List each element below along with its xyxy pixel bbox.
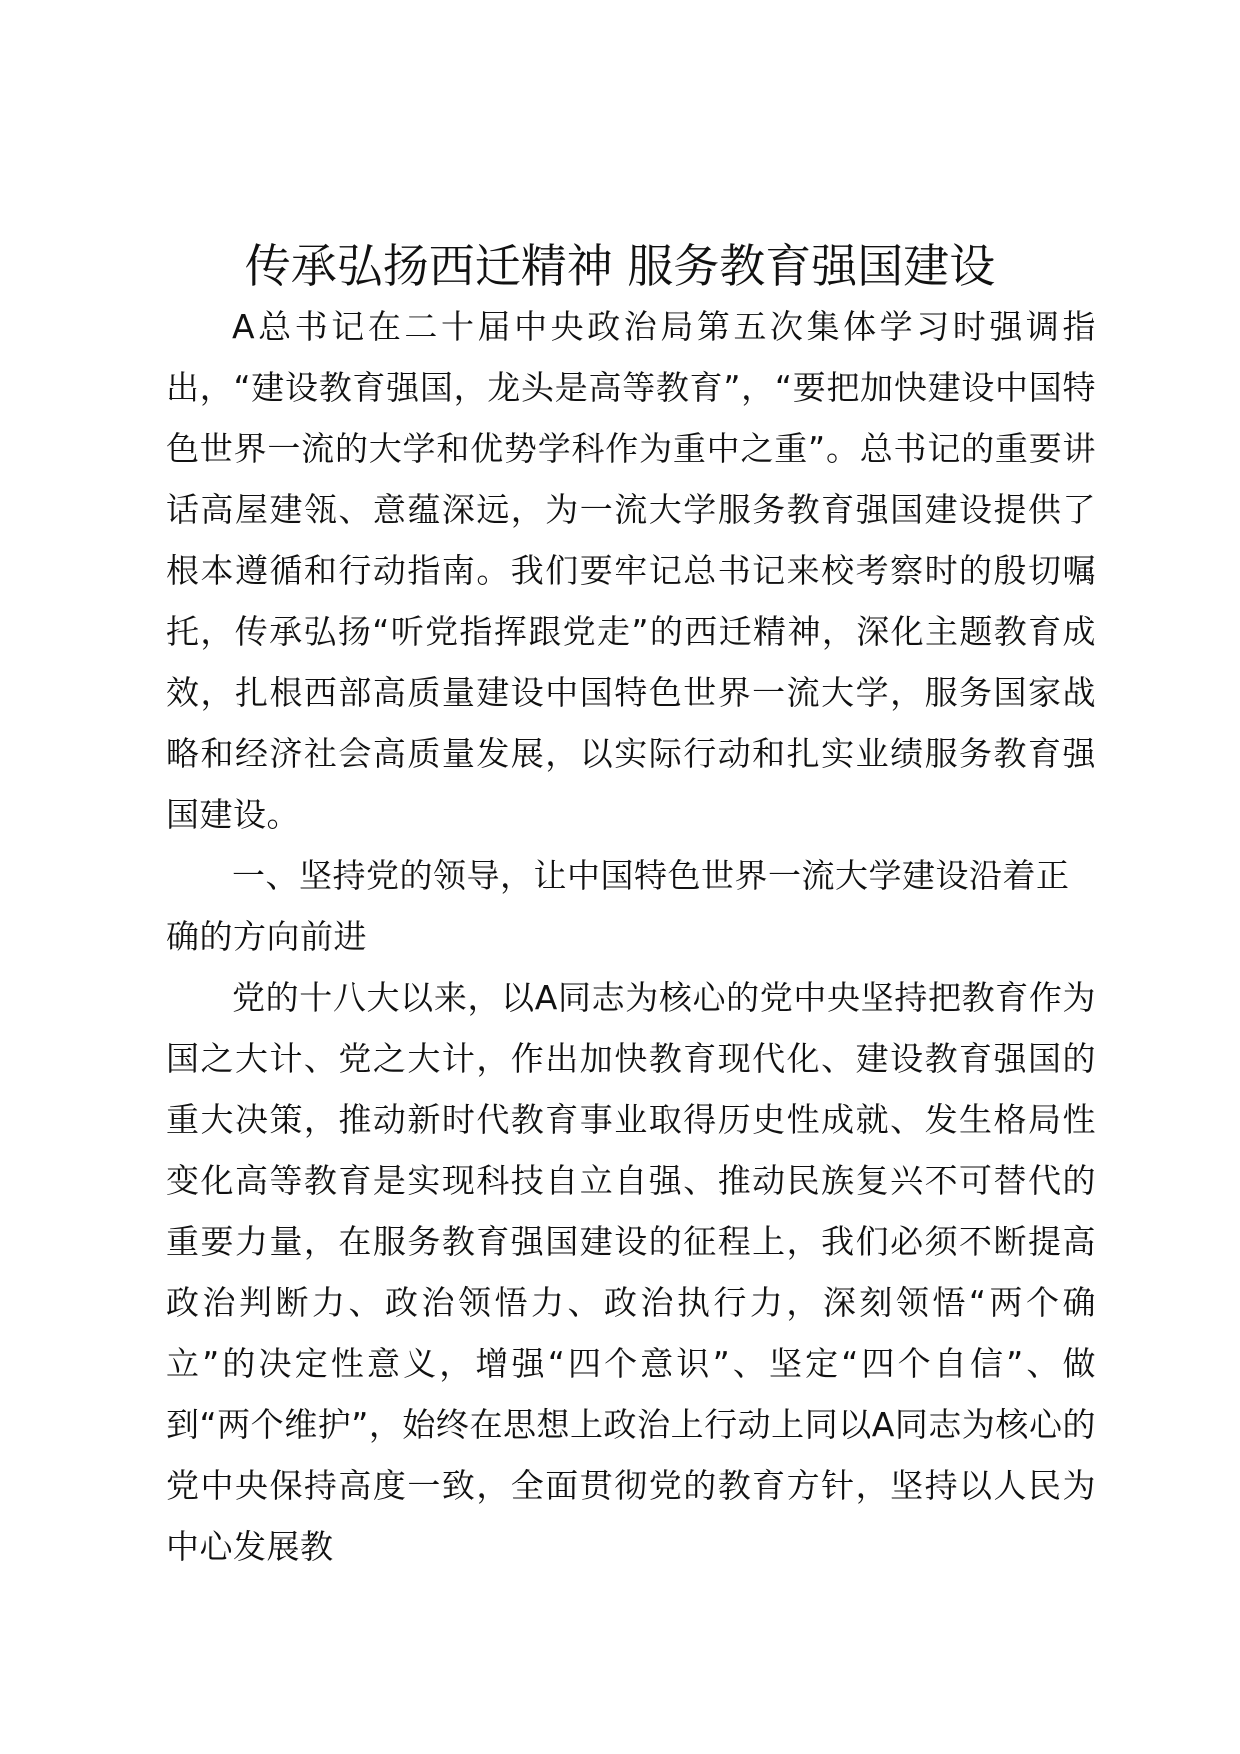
document-title: 传承弘扬西迁精神 服务教育强国建设 — [244, 239, 996, 293]
document-body — [166, 296, 1096, 1577]
section-heading-1: 一、坚持党的领导，让中国特色世界一流大学建设沿着正确的方向前进 — [166, 856, 1070, 956]
intro-paragraph: A总书记在二十届中央政治局第五次集体学习时强调指出，“建设教育强国，龙头是高等教育”，“要把加快建设中国特色世界一流的大学和优势学科作为重中之重”。总书记的重要讲话高屋建瓴、意蕴深远，为一流大学服务教育强国建设提供了根本遵循和行动指南。我们要牢记总书记来校考察时的殷切嘱托，传承弘扬“听党指挥跟党走”的西迁精神，深化主题教育成效，扎根西部高质量建设中国特色世界一流大学，服务国家战略和经济社会高质量发展，以实际行动和扎实业绩服务教育强国建设。 — [166, 307, 1096, 834]
section-1-paragraph: 党的十八大以来，以A同志为核心的党中央坚持把教育作为国之大计、党之大计，作出加快教育现代化、建设教育强国的重大决策，推动新时代教育事业取得历史性成就、发生格局性变化高等教育是实现科技自立自强、推动民族复兴不可替代的重要力量，在服务教育强国建设的征程上，我们必须不断提高政治判断力、政治领悟力、政治执行力，深刻领悟“两个确立”的决定性意义，增强“四个意识”、坚定“四个自信”、做到“两个维护”，始终在思想上政治上行动上同以A同志为核心的党中央保持高度一致，全面贯彻党的教育方针，坚持以人民为中心发展教 — [166, 978, 1096, 1566]
